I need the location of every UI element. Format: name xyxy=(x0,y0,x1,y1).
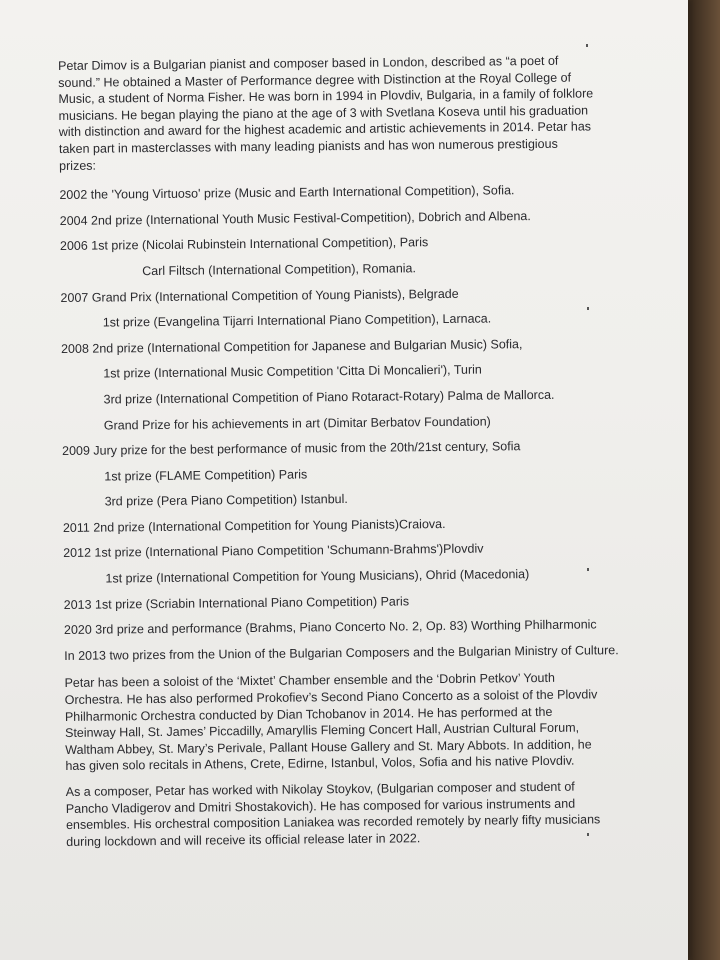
bio-intro-paragraph: Petar Dimov is a Bulgarian pianist and composer based in London, described as “a poet of sound.” He obtained a Master of Performance degree with Distinction at the Royal College of Music, a student of Norma Fisher. He was born in 1994 in Plovdiv, Bulgaria, in a family of folklore musicians. He began playing the piano at the age of 3 with Svetlana Koseva until his graduation with distinction and award for the highest academic and artistic achievements in 2014. Petar has taken part in masterclasses with many leading pianists and has won numerous prestigious prizes: xyxy=(58,53,594,173)
prize-line: In 2013 two prizes from the Union of the Bulgarian Composers and the Bulgarian Ministry of Culture. xyxy=(64,643,619,663)
prize-line: 2011 2nd prize (International Competition for Young Pianists)Craiova. xyxy=(62,516,446,535)
prize-line: 3rd prize (Pera Piano Competition) Istanbul. xyxy=(104,492,348,509)
prize-line: 2006 1st prize (Nicolai Rubinstein International Competition), Paris xyxy=(59,235,429,254)
prize-line: 2009 Jury prize for the best performance of music from the 20th/21st century, Sofia xyxy=(62,439,521,459)
prize-line: 2002 the 'Young Virtuoso' prize (Music and Earth International Competition), Sofia. xyxy=(59,183,515,203)
prize-line: 2004 2nd prize (International Youth Music Festival-Competition), Dobrich and Albena. xyxy=(59,208,531,228)
prize-line: 2020 3rd prize and performance (Brahms, Piano Concerto No. 2, Op. 83) Worthing Philharmonic xyxy=(63,617,597,638)
prize-line: 2012 1st prize (International Piano Competition 'Schumann-Brahms')Plovdiv xyxy=(63,542,484,561)
prize-line: 1st prize (International Music Competition 'Citta Di Moncalieri'), Turin xyxy=(103,362,482,381)
prize-line: Grand Prize for his achievements in art (Dimitar Berbatov Foundation) xyxy=(103,413,491,433)
prize-line: 2007 Grand Prix (International Competition of Young Pianists), Belgrade xyxy=(60,286,459,305)
bio-composer-paragraph: As a composer, Petar has worked with Nikolay Stoykov, (Bulgarian composer and student of Pancho Vladigerov and Dmitri Shostakovich). He has composed for various instruments and ensembles. His orchestral composition Laniakea was recorded remotely by nearly fifty musicians during lockdown and will receive its official release later in 2022. xyxy=(65,779,601,849)
prize-line: Carl Filtsch (International Competition), Romania. xyxy=(142,261,417,279)
prize-line: 1st prize (Evangelina Tijarri International Piano Competition), Larnaca. xyxy=(102,311,492,330)
prize-line: 1st prize (FLAME Competition) Paris xyxy=(104,467,308,484)
prize-line: 1st prize (International Competition for Young Musicians), Ohrid (Macedonia) xyxy=(105,567,530,586)
prize-line: 2013 1st prize (Scriabin International Piano Competition) Paris xyxy=(63,594,410,612)
biography-text xyxy=(58,52,619,859)
paper-speck xyxy=(586,44,588,47)
prize-line: 3rd prize (International Competition of Piano Rotaract-Rotary) Palma de Mallorca. xyxy=(103,387,555,407)
bio-soloist-paragraph: Petar has been a soloist of the ‘Mixtet’ Chamber ensemble and the ‘Dobrin Petkov’ Youth Orchestra. He has also performed Prokofiev’s Second Piano Concerto as a soloist of the Plovdiv Philharmonic Orchestra conducted by Dian Tchobanov in 2014. He has performed at the Steinway Hall, St. James’ Piccadilly, Amaryllis Fleming Concert Hall, Austrian Cultural Forum, Waltham Abbey, St. Mary’s Perivale, Pallant House Gallery and St. Mary Abbots. In addition, he has given solo recitals in Athens, Crete, Edirne, Istanbul, Volos, Sofia and his native Plovdiv. xyxy=(64,671,598,774)
prize-line: 2008 2nd prize (International Competition for Japanese and Bulgarian Music) Sofia, xyxy=(60,336,523,356)
